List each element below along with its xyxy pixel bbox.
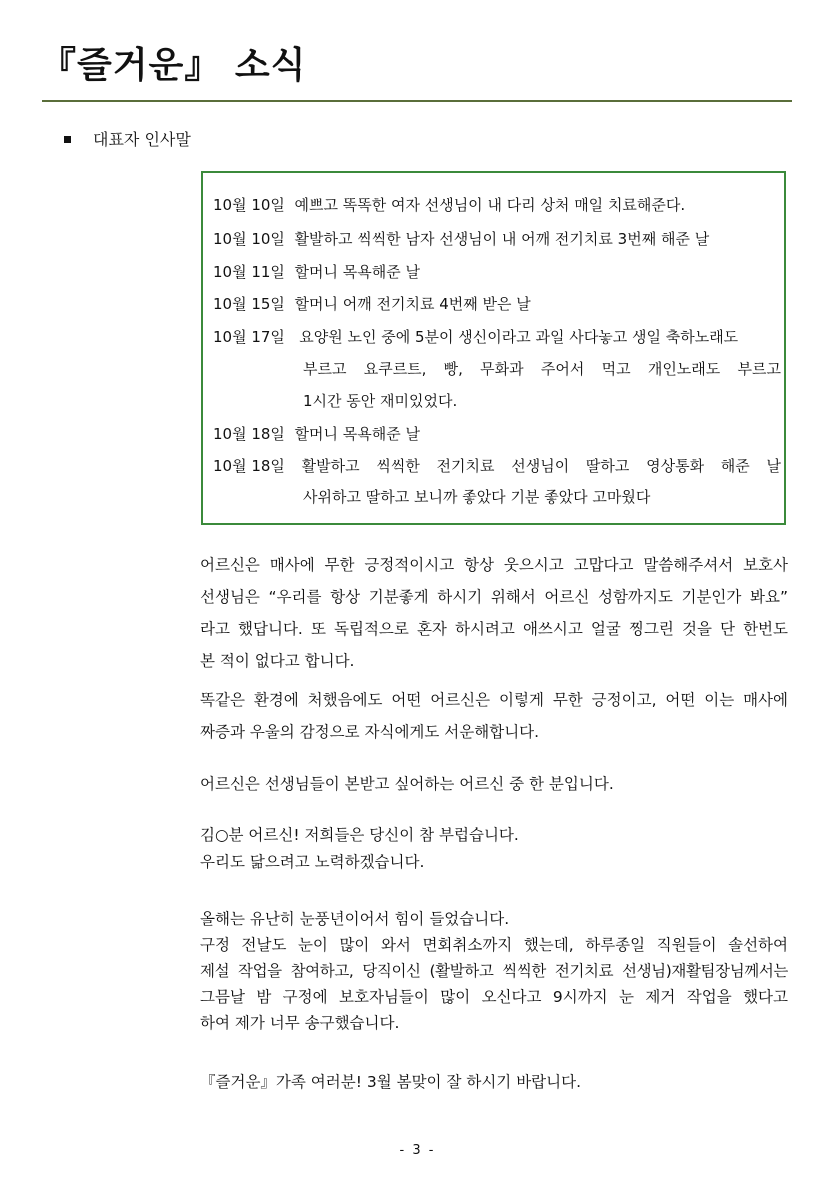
paragraph: 어르신은 선생님들이 본받고 싶어하는 어르신 중 한 분입니다. (200, 775, 614, 793)
paragraph-line: 어르신은 매사에 무한 긍정적이시고 항상 웃으시고 고맙다고 말씀해주셔서 보호사 (200, 556, 788, 574)
diary-text: 활발하고 씩씩한 전기치료 선생님이 딸하고 영상통화 해준 날 (301, 457, 781, 475)
section-heading-text: 대표자 인사말 (93, 130, 191, 149)
diary-text: 요양원 노인 중에 5분이 생신이라고 과일 사다놓고 생일 축하노래도 (299, 328, 739, 346)
diary-text: 1시간 동안 재미있었다. (303, 392, 458, 410)
title-divider (42, 100, 792, 102)
diary-date: 10월 10일 (213, 230, 285, 248)
diary-text: 할머니 목욕해준 날 (294, 425, 420, 443)
diary-text: 할머니 목욕해준 날 (294, 263, 420, 281)
paragraph-line: 똑같은 환경에 처했음에도 어떤 어르신은 이렇게 무한 긍정이고, 어떤 이는 매사에 (200, 691, 788, 709)
diary-date: 10월 11일 (213, 263, 285, 281)
diary-text: 할머니 어깨 전기치료 4번째 받은 날 (294, 295, 531, 313)
square-bullet-icon (64, 136, 71, 143)
diary-text: 부르고 요쿠르트, 빵, 무화과 주어서 먹고 개인노래도 부르고 (303, 360, 781, 378)
diary-entry-continuation (303, 487, 650, 507)
paragraph-line: 올해는 유난히 눈풍년이어서 힘이 들었습니다. (200, 910, 510, 928)
diary-entry (213, 229, 709, 249)
paragraph-line: 우리도 닮으려고 노력하겠습니다. (200, 853, 425, 871)
paragraph (200, 909, 788, 1039)
diary-date: 10월 15일 (213, 295, 285, 313)
diary-date: 10월 17일 (213, 328, 285, 346)
diary-entry-continuation (303, 359, 781, 379)
paragraph-line: 라고 했답니다. 또 독립적으로 혼자 하시려고 애쓰시고 얼굴 찡그린 것을 단 한번도 (200, 620, 788, 638)
section-heading (64, 128, 191, 152)
paragraph (200, 690, 788, 754)
paragraph-line: 선생님은 “우리를 항상 기분좋게 하시기 위해서 어르신 성함까지도 기분인가 봐요” (200, 588, 788, 606)
paragraph (200, 555, 788, 683)
paragraph-line: 하여 제가 너무 송구했습니다. (200, 1014, 400, 1032)
paragraph (200, 825, 788, 879)
diary-line (213, 456, 781, 476)
page-number: - 3 - (399, 1143, 436, 1158)
diary-entry-continuation (303, 391, 457, 411)
diary-entry (213, 456, 781, 476)
paragraph: 『즐거운』가족 여러분! 3월 봄맞이 잘 하시기 바랍니다. (200, 1073, 582, 1091)
paragraph-line: 그믐날 밤 구정에 보호자님들이 많이 오신다고 9시까지 눈 제거 작업을 했다고 (200, 988, 788, 1006)
paragraph-line: 제설 작업을 참여하고, 당직이신 (활발하고 씩씩한 전기치료 선생님)재활팀장님께서는 (200, 962, 788, 980)
diary-entry (213, 262, 420, 282)
diary-entry (213, 195, 685, 215)
diary-date: 10월 10일 (213, 196, 285, 214)
page-title: 『즐거운』 소식 (40, 45, 307, 86)
diary-text: 사위하고 딸하고 보니까 좋았다 기분 좋았다 고마웠다 (303, 488, 651, 506)
diary-date: 10월 18일 (213, 425, 285, 443)
paragraph-line: 본 적이 없다고 합니다. (200, 652, 355, 670)
diary-entry (213, 294, 531, 314)
diary-text: 활발하고 씩씩한 남자 선생님이 내 어깨 전기치료 3번째 해준 날 (294, 230, 710, 248)
paragraph-line: 짜증과 우울의 감정으로 자식에게도 서운해합니다. (200, 723, 540, 741)
paragraph-line: 김○분 어르신! 저희들은 당신이 참 부럽습니다. (200, 826, 519, 844)
diary-entry (213, 327, 738, 347)
diary-date: 10월 18일 (213, 457, 285, 475)
diary-text: 예쁘고 똑똑한 여자 선생님이 내 다리 상처 매일 치료해준다. (294, 196, 686, 214)
paragraph-line: 구정 전날도 눈이 많이 와서 면회취소까지 했는데, 하루종일 직원들이 솔선하여 (200, 936, 788, 954)
diary-entry (213, 424, 420, 444)
